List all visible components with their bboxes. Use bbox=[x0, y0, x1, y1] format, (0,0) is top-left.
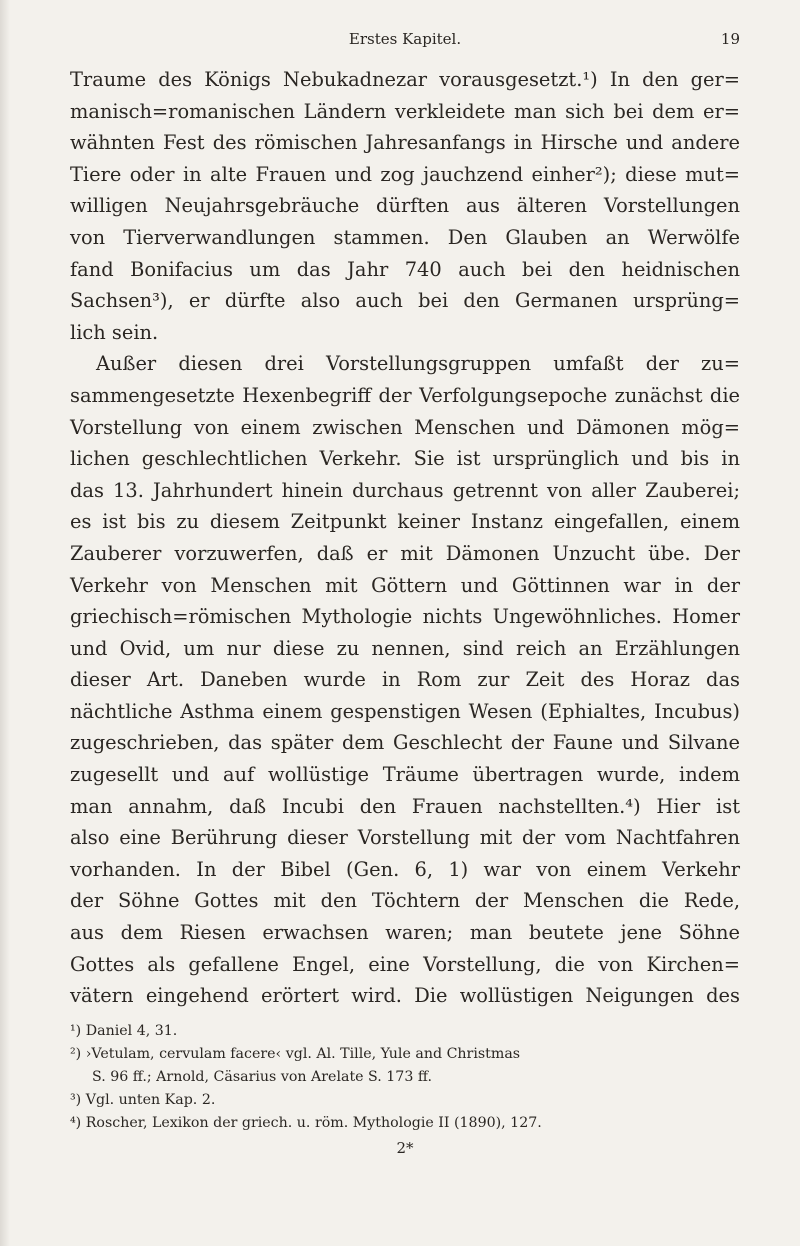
text-line: Traume des Königs Nebukadnezar vorausgesetzt.¹) In den ger= bbox=[70, 68, 740, 91]
footnote-3: ³) Vgl. unten Kap. 2. bbox=[70, 1091, 216, 1108]
text-line: Verkehr von Menschen mit Göttern und Göttinnen war in der bbox=[70, 573, 740, 597]
body-text bbox=[70, 64, 740, 1012]
text-line: lich sein. bbox=[70, 320, 159, 344]
text-line: man annahm, daß Incubi den Frauen nachstellten.⁴) Hier ist bbox=[70, 794, 740, 818]
text-line: sammengesetzte Hexenbegriff der Verfolgungsepoche zunächst die bbox=[70, 383, 740, 407]
page-number: 19 bbox=[720, 30, 740, 48]
text-line: wähnten Fest des römischen Jahresanfangs in Hirsche und andere bbox=[70, 131, 740, 155]
text-line: also eine Berührung dieser Vorstellung mit der vom Nachtfahren bbox=[70, 826, 740, 850]
paragraph-1 bbox=[70, 64, 740, 348]
text-line: Zauberer vorzuwerfen, daß er mit Dämonen Unzucht übe. Der bbox=[70, 541, 740, 565]
text-line: Tiere oder in alte Frauen und zog jauchzend einher²); diese mut= bbox=[70, 162, 740, 186]
footnotes bbox=[70, 1020, 740, 1135]
text-line: Gottes als gefallene Engel, eine Vorstellung, die von Kirchen= bbox=[70, 952, 740, 976]
text-line: aus dem Riesen erwachsen waren; man beutete jene Söhne bbox=[70, 921, 740, 945]
text-line: dieser Art. Daneben wurde in Rom zur Zeit des Horaz das bbox=[70, 668, 740, 692]
text-line: Vorstellung von einem zwischen Menschen und Dämonen mög= bbox=[70, 415, 740, 439]
footnote-2-continuation: S. 96 ff.; Arnold, Cäsarius von Arelate S. 173 ff. bbox=[92, 1068, 432, 1085]
text-line: manisch=romanischen Ländern verkleidete man sich bei dem er= bbox=[70, 99, 740, 123]
text-line: vätern eingehend erörtert wird. Die wollüstigen Neigungen des bbox=[70, 984, 740, 1008]
text-line: zugesellt und auf wollüstige Träume übertragen wurde, indem bbox=[70, 763, 740, 787]
text-line: und Ovid, um nur diese zu nennen, sind reich an Erzählungen bbox=[70, 636, 740, 660]
text-line: vorhanden. In der Bibel (Gen. 6, 1) war von einem Verkehr bbox=[70, 857, 740, 881]
text-line: willigen Neujahrsgebräuche dürften aus älteren Vorstellungen bbox=[70, 194, 740, 218]
text-line: lichen geschlechtlichen Verkehr. Sie ist ursprünglich und bis in bbox=[70, 447, 740, 471]
text-line: von Tierverwandlungen stammen. Den Glauben an Werwölfe bbox=[70, 225, 740, 249]
text-line: griechisch=römischen Mythologie nichts Ungewöhnliches. Homer bbox=[70, 605, 740, 629]
paragraph-2 bbox=[70, 348, 740, 1011]
footnote-1: ¹) Daniel 4, 31. bbox=[70, 1022, 178, 1039]
text-line: zugeschrieben, das später dem Geschlecht der Faune und Silvane bbox=[70, 731, 740, 755]
footnote-4: ⁴) Roscher, Lexikon der griech. u. röm. Mythologie II (1890), 127. bbox=[70, 1114, 542, 1131]
text-line: der Söhne Gottes mit den Töchtern der Menschen die Rede, bbox=[70, 889, 740, 913]
running-head bbox=[70, 30, 740, 56]
signature-mark: 2* bbox=[396, 1138, 414, 1157]
text-line: es ist bis zu diesem Zeitpunkt keiner Instanz eingefallen, einem bbox=[70, 510, 740, 534]
chapter-title: Erstes Kapitel. bbox=[348, 30, 462, 48]
text-line: fand Bonifacius um das Jahr 740 auch bei den heidnischen bbox=[70, 257, 740, 281]
footnote-2: ²) ›Vetulam, cervulam facere‹ vgl. Al. Tille, Yule and Christmas bbox=[70, 1045, 521, 1062]
text-line: Außer diesen drei Vorstellungsgruppen umfaßt der zu= bbox=[96, 352, 740, 376]
text-line: das 13. Jahrhundert hinein durchaus getrennt von aller Zauberei; bbox=[70, 478, 740, 502]
text-line: Sachsen³), er dürfte also auch bei den Germanen ursprüng= bbox=[70, 289, 740, 313]
page-edge-shadow bbox=[0, 0, 10, 1246]
text-line: nächtliche Asthma einem gespenstigen Wesen (Ephialtes, Incubus) bbox=[70, 699, 740, 723]
